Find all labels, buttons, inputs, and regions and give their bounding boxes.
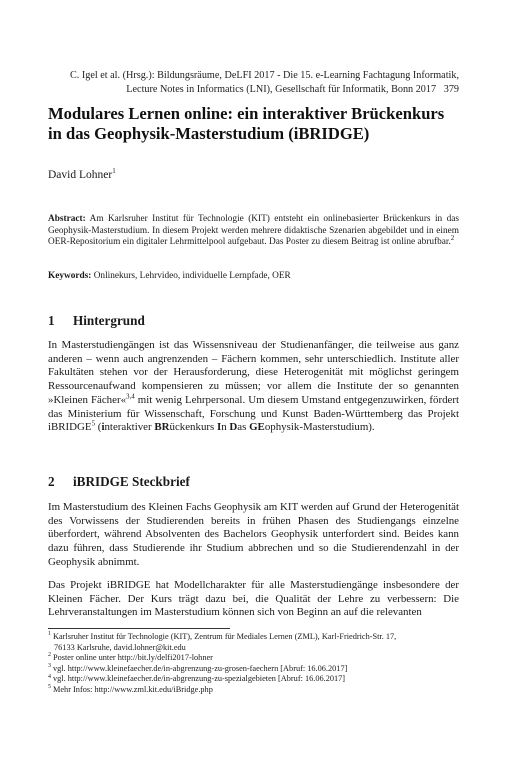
header-line-1: C. Igel et al. (Hrsg.): Bildungsräume, DeLFI 2017 - Die 15. e-Learning Fachtagung Informatik, <box>69 70 459 81</box>
acronym-letter: I <box>216 421 222 434</box>
abstract-footnote-mark: 2 <box>450 234 455 243</box>
text-run: ophysik-Masterstudium). <box>264 421 375 434</box>
keywords-label: Keywords: <box>48 271 92 281</box>
acronym-letter: BR <box>154 421 170 434</box>
section-title: iBRIDGE Steckbrief <box>73 474 190 489</box>
text-run: n <box>221 421 230 434</box>
text-run: nteraktiver <box>104 421 155 434</box>
footnote-text: Mehr Infos: http://www.zml.kit.edu/iBridge.php <box>53 684 213 694</box>
text-run: ückenkurs <box>169 421 217 434</box>
text-run: In Masterstudiengängen ist das Wissensniveau der Studienanfänger, die teilweise aus ganz anderen – wenn auch angrenzenden – Fächern kommen, sehr unterschiedlich. Institute aller Fakultäten stehen vor der Herausforderung, diese Heterogenität mit möglichst geringem Ressourcenaufwand kompensieren zu müssen; vor allem die Institute der so genannten »Kleinen Fächer« <box>48 339 459 406</box>
section-number: 1 <box>48 313 55 328</box>
running-header <box>39 69 459 96</box>
acronym-letter: i <box>101 421 105 434</box>
footnote-divider <box>48 628 230 629</box>
footnote-1 <box>48 632 459 643</box>
footnote-2 <box>48 653 459 664</box>
abstract <box>48 214 459 249</box>
footnote-mark: 5 <box>91 419 96 428</box>
footnote-text: vgl. http://www.kleinefaecher.de/in-abgrenzung-zu-spezialgebieten [Abruf: 16.06.2017] <box>53 674 346 684</box>
text-run: as <box>237 421 250 434</box>
footnote-text: Poster online unter http://bit.ly/delfi2017-lohner <box>53 653 213 663</box>
paper-title <box>48 104 468 144</box>
text-run: ( <box>95 421 102 434</box>
section-number: 2 <box>48 474 55 489</box>
title-line-1: Modulares Lernen online: ein interaktiver Brückenkurs <box>48 104 445 123</box>
footnote-5 <box>48 685 459 696</box>
footnote-3 <box>48 664 459 675</box>
page-number: 379 <box>443 83 459 95</box>
footnote-mark: 3 <box>48 663 51 670</box>
footnote-mark: 3,4 <box>126 392 135 401</box>
acronym-letter: D <box>229 421 238 434</box>
title-line-2: in das Geophysik-Masterstudium (iBRIDGE) <box>48 124 370 143</box>
footnote-text: vgl. http://www.kleinefaecher.de/in-abgrenzung-zu-grosen-faechern [Abruf: 16.06.2017] <box>53 663 348 673</box>
footnote-mark: 4 <box>48 673 51 680</box>
section-2-paragraph-2: Das Projekt iBRIDGE hat Modellcharakter für alle Masterstudiengänge insbesondere der Kleinen Fächer. Der Kurs trägt dazu bei, die Qualität der Lehre zu verbessern: Die Lehrveranstaltungen im Masterstudium können sich von Beginn an auf die relevanten <box>48 579 459 619</box>
section-title: Hintergrund <box>73 313 145 328</box>
keywords-text: Onlinekurs, Lehrvideo, individuelle Lernpfade, OER <box>93 271 291 281</box>
author <box>48 169 116 181</box>
author-name: David Lohner <box>48 169 113 181</box>
author-footnote-mark: 1 <box>112 167 116 176</box>
text-run: mit wenig Lehrpersonal. Um diesem Umstand entgegenzuwirken, fördert das Ministerium für Wissenschaft, Forschung und Kunst Baden-Württemberg das Projekt iBRIDGE <box>48 393 459 434</box>
footnote-1-continuation: 76133 Karlsruhe, david.lohner@kit.edu <box>54 642 186 652</box>
abstract-text: Am Karlsruher Institut für Technologie (KIT) entsteht ein onlinebasierter Brückenkurs in das Geophysik-Masterstudium. In diesem Projekt werden mehrere didaktische Szenarien abgebildet und in einem OER-Repositorium ein digitaler Lehrmittelpool aufgebaut. Das Poster zu diesem Beitrag ist online abrufbar. <box>48 214 459 248</box>
footnote-4 <box>48 674 459 685</box>
footnotes <box>48 632 459 696</box>
footnote-mark: 2 <box>48 652 51 659</box>
footnote-mark: 1 <box>48 631 51 638</box>
header-line-2 <box>39 83 459 97</box>
section-heading-2 <box>48 474 190 490</box>
section-heading-1 <box>48 313 145 329</box>
acronym-letter: GE <box>249 421 265 434</box>
header-citation: Lecture Notes in Informatics (LNI), Gesellschaft für Informatik, Bonn 2017 <box>126 83 437 95</box>
section-2-paragraph-1: Im Masterstudium des Kleinen Fachs Geophysik am KIT werden auf Grund der Heterogenität des Vorwissens der Studierenden bereits in frühen Phasen des Studiengangs einzelne überfordert, während Absolventen des Bachelors Geophysik unterfordert sind. Beides kann dazu führen, dass Studierende ihr Studium abbrechen und so die Studierendenzahl in der Geophysik abnimmt. <box>48 501 459 568</box>
footnote-mark: 5 <box>48 684 51 691</box>
footnote-text: Karlsruher Institut für Technologie (KIT), Zentrum für Mediales Lernen (ZML), Karl-Friedrich-Str. 17, <box>53 632 397 641</box>
abstract-label: Abstract: <box>48 214 86 224</box>
section-1-paragraph <box>48 339 459 435</box>
keywords <box>48 271 459 283</box>
